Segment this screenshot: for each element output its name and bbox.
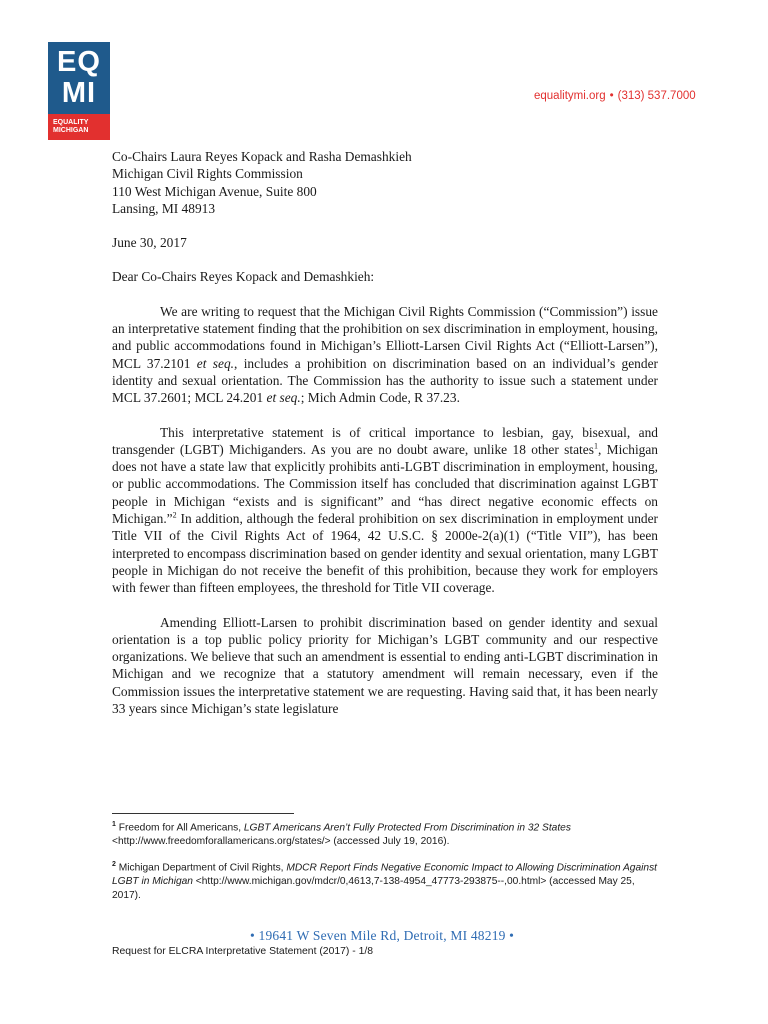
website-link[interactable]: equalitymi.org — [534, 90, 606, 102]
logo-blue-block — [48, 42, 110, 114]
paragraph-1 — [112, 303, 658, 407]
salutation: Dear Co-Chairs Reyes Kopack and Demashkieh: — [112, 269, 375, 285]
phone-number: (313) 537.7000 — [617, 90, 696, 102]
footnote-number: 2 — [112, 861, 116, 869]
footnote-title: MDCR Report Finds Negative Economic Impact to Allowing Discrimination Against LGBT in Michigan — [112, 862, 657, 888]
separator-dot: • — [609, 90, 614, 102]
paragraph-2 — [112, 424, 658, 597]
paragraph-text: This interpretative statement is of critical importance to lesbian, gay, bisexual, and transgender (LGBT) Michiganders. As you are no doubt aware, unlike 18 other states — [112, 424, 658, 457]
paragraph-text: In addition, although the federal prohibition on sex discrimination in employment under Title VII of the Civil Rights Act of 1964, 42 U.S.C. § 2000e-2(a)(1) (“Title VII”), has been interpreted to encompass discrimination based on gender identity and sexual orientation, many LGBT people in Michigan do not receive the benefit of this prohibition, because they work for employers with fewer than fifteen employees, the threshold for Title VII coverage. — [112, 511, 658, 596]
footnote-citation: <http://www.michigan.gov/mdcr/0,4613,7-138-4954_47773-293875--,00.html> (accessed May 25, 2017). — [112, 876, 635, 901]
address-line: Lansing, MI 48913 — [112, 200, 216, 216]
logo-text-michigan: MICHIGAN — [53, 127, 89, 134]
footnote-ref-2[interactable]: 2 — [172, 510, 177, 520]
paragraph-text: ; Mich Admin Code, R 37.23. — [300, 390, 460, 406]
footnote-divider — [112, 813, 294, 814]
footnote-ref-1[interactable]: 1 — [593, 441, 598, 451]
footnote-text: Michigan Department of Civil Rights, — [115, 862, 287, 874]
logo-red-block — [48, 114, 110, 140]
footnote-citation: <http://www.freedomforallamericans.org/states/> (accessed July 19, 2016). — [112, 835, 450, 847]
footer-address: • 19641 W Seven Mile Rd, Detroit, MI 48219 • — [250, 928, 515, 943]
footnote-1 — [112, 818, 658, 848]
paragraph-text: We are writing to request that the Michigan Civil Rights Commission (“Commission”) issue an interpretative statement finding that the prohibition on sex discrimination in employment, housing, and public accommodations found in Michigan’s Elliott-Larsen Civil Rights Act (“Elliott-Larsen”), MCL 37.2101 — [112, 303, 658, 371]
paragraph-emphasis: et seq. — [266, 390, 301, 406]
footnotes — [112, 818, 658, 912]
footnote-number: 1 — [112, 821, 116, 828]
paragraph-text: , Michigan does not have a state law that explicitly prohibits anti-LGBT discrimination in employment, housing, or public accommodations. The Commission itself has concluded that discrimination against LGBT people in Michigan “exists and is significant” and “has direct negative economic effects on Michigan.” — [112, 441, 658, 527]
address-line: Co-Chairs Laura Reyes Kopack and Rasha Demashkieh — [112, 149, 412, 164]
equality-michigan-logo — [48, 42, 110, 140]
address-line: 110 West Michigan Avenue, Suite 800 — [112, 183, 317, 199]
address-line: Michigan Civil Rights Commission — [112, 166, 303, 182]
letter-date: June 30, 2017 — [112, 235, 187, 251]
letterhead-contact — [534, 90, 696, 102]
logo-text-equality: EQUALITY — [53, 119, 89, 126]
logo-text-mi: MI — [61, 77, 97, 109]
recipient-address — [112, 148, 658, 217]
paragraph-emphasis: et seq. — [196, 355, 234, 371]
paragraph-3: Amending Elliott-Larsen to prohibit discrimination based on gender identity and sexual orientation is a top public policy priority for Michigan’s LGBT community and our respective organizations. We believe that such an amendment is essential to ending anti-LGBT discrimination in Michigan and we recognize that a statutory amendment will remain necessary, even if the Commission issues the interpretative statement we are requesting. Having said that, it has been nearly 33 years since Michigan’s state legislature — [112, 614, 658, 717]
footer-page-label: Request for ELCRA Interpretative Statement (2017) - 1/8 — [112, 946, 374, 957]
footnote-2 — [112, 858, 658, 902]
letter-body — [112, 148, 658, 717]
footnote-text: Freedom for All Americans, — [115, 822, 244, 834]
logo-text-eq: EQ — [57, 46, 101, 78]
footnote-title: LGBT Americans Aren’t Fully Protected From Discrimination in 32 States — [243, 822, 571, 834]
paragraph-text: , includes a prohibition on discrimination based on an individual’s gender identity and sexual orientation. The Commission has the authority to issue such a statement under MCL 37.2601; MCL 24.201 — [112, 355, 658, 406]
